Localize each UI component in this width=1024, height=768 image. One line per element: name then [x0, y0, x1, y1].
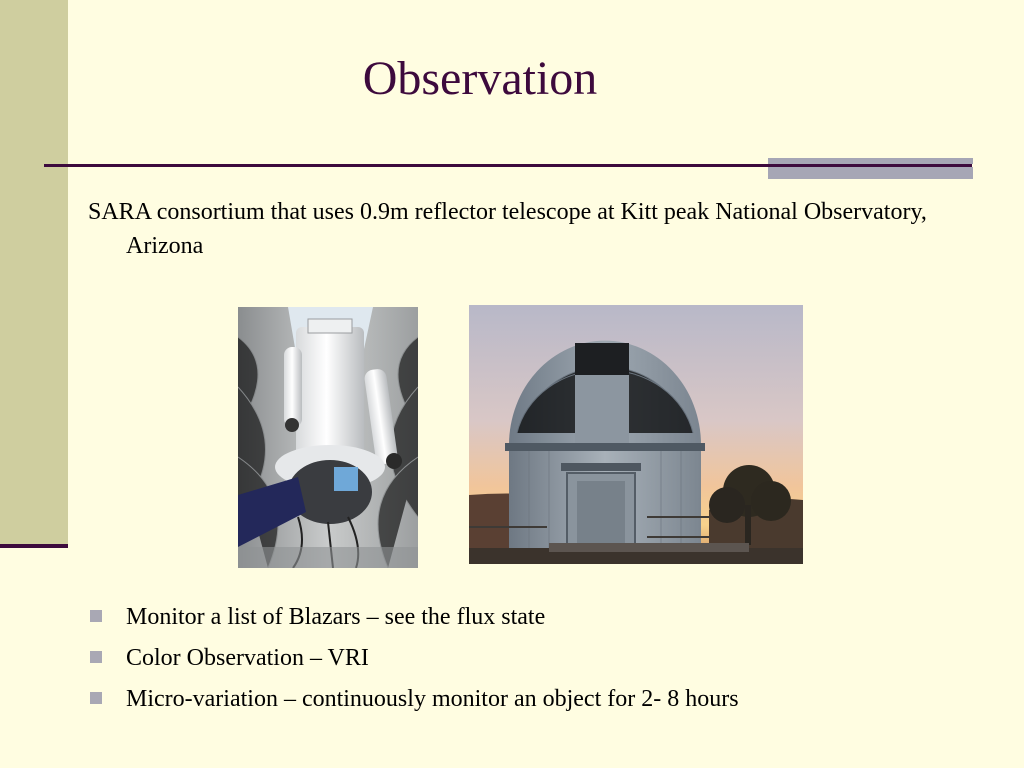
slide-title: Observation [362, 52, 598, 105]
bullet-item [88, 597, 739, 638]
intro-paragraph: SARA consortium that uses 0.9m reflector telescope at Kitt peak National Observatory, Arizona [88, 199, 927, 259]
bullet-item [88, 638, 739, 679]
decorative-gray-bar [768, 158, 973, 179]
bullet-text: Micro-variation – continuously monitor an object for 2- 8 hours [126, 686, 739, 712]
bullet-item [88, 679, 739, 720]
bullet-text: Color Observation – VRI [126, 645, 369, 671]
square-bullet-icon [90, 610, 102, 622]
observatory-dome-photo [469, 305, 803, 564]
bullet-list [88, 597, 739, 720]
square-bullet-icon [90, 692, 102, 704]
telescope-photo [238, 307, 418, 568]
left-side-rule [0, 544, 68, 548]
square-bullet-icon [90, 651, 102, 663]
bullet-text: Monitor a list of Blazars – see the flux state [126, 604, 546, 630]
